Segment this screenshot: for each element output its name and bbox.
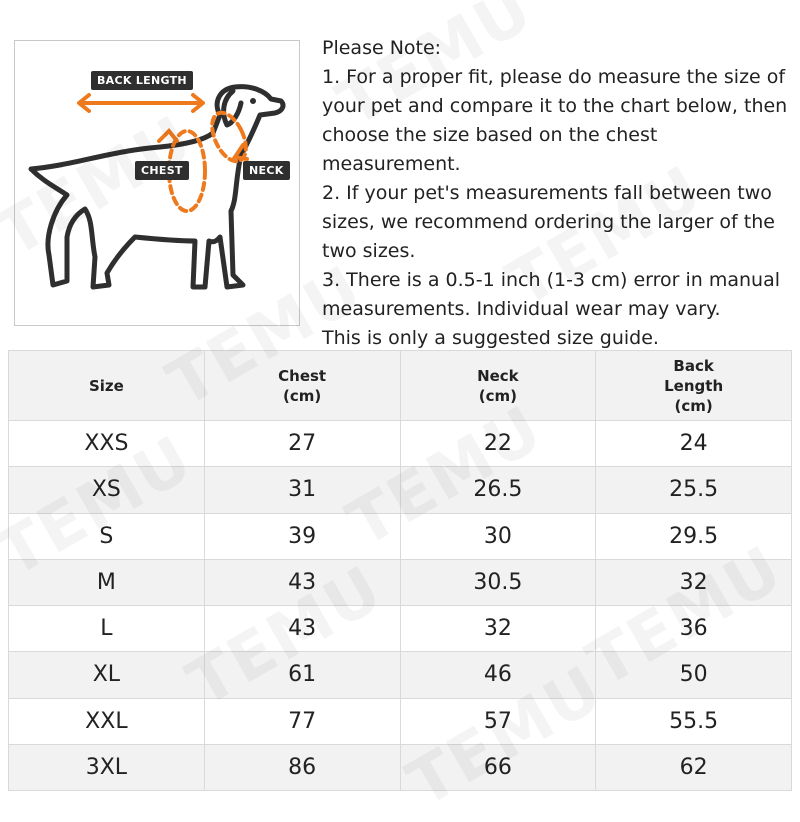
cell-neck: 26.5 <box>400 467 596 513</box>
cell-chest: 43 <box>204 559 400 605</box>
header-back-length: Back Length (cm) <box>596 351 792 421</box>
cell-back-length: 50 <box>596 652 792 698</box>
dog-outline <box>31 87 283 287</box>
cell-neck: 30.5 <box>400 559 596 605</box>
table-row <box>9 467 792 513</box>
cell-neck: 57 <box>400 698 596 744</box>
header-size: Size <box>9 351 205 421</box>
cell-chest: 27 <box>204 421 400 467</box>
cell-size: XL <box>9 652 205 698</box>
chest-label: CHEST <box>135 161 189 180</box>
cell-chest: 86 <box>204 744 400 790</box>
size-note <box>322 34 794 353</box>
dog-eye <box>250 98 256 104</box>
neck-measure-loop <box>205 108 252 167</box>
back-length-arrow <box>79 95 203 111</box>
neck-label: NECK <box>243 161 290 180</box>
note-heading: Please Note: <box>322 37 442 59</box>
table-header-row <box>9 351 792 421</box>
header-neck: Neck (cm) <box>400 351 596 421</box>
table-row <box>9 559 792 605</box>
table-row <box>9 744 792 790</box>
cell-chest: 77 <box>204 698 400 744</box>
cell-back-length: 62 <box>596 744 792 790</box>
note-item-1: 1. For a proper fit, please do measure the size of your pet and compare it to the chart below, then choose the size based on the chest measurement. <box>322 66 788 175</box>
table-row <box>9 652 792 698</box>
cell-size: M <box>9 559 205 605</box>
cell-neck: 66 <box>400 744 596 790</box>
table-row <box>9 606 792 652</box>
cell-back-length: 25.5 <box>596 467 792 513</box>
cell-size: XS <box>9 467 205 513</box>
cell-neck: 30 <box>400 513 596 559</box>
cell-size: XXL <box>9 698 205 744</box>
cell-back-length: 36 <box>596 606 792 652</box>
table-row <box>9 698 792 744</box>
note-item-2: 2. If your pet's measurements fall between two sizes, we recommend ordering the larger of the two sizes. <box>322 182 775 262</box>
cell-size: 3XL <box>9 744 205 790</box>
table-row <box>9 513 792 559</box>
cell-size: L <box>9 606 205 652</box>
cell-back-length: 55.5 <box>596 698 792 744</box>
cell-chest: 39 <box>204 513 400 559</box>
cell-size: XXS <box>9 421 205 467</box>
cell-chest: 31 <box>204 467 400 513</box>
cell-neck: 46 <box>400 652 596 698</box>
header-chest: Chest (cm) <box>204 351 400 421</box>
back-length-label: BACK LENGTH <box>91 71 193 90</box>
table-row <box>9 421 792 467</box>
cell-back-length: 32 <box>596 559 792 605</box>
measurement-figure <box>14 40 300 326</box>
cell-back-length: 29.5 <box>596 513 792 559</box>
note-item-3: 3. There is a 0.5-1 inch (1-3 cm) error in manual measurements. Individual wear may vary. <box>322 269 781 320</box>
cell-back-length: 24 <box>596 421 792 467</box>
note-disclaimer: This is only a suggested size guide. <box>322 327 659 349</box>
cell-neck: 22 <box>400 421 596 467</box>
cell-chest: 61 <box>204 652 400 698</box>
cell-neck: 32 <box>400 606 596 652</box>
cell-chest: 43 <box>204 606 400 652</box>
cell-size: S <box>9 513 205 559</box>
size-chart-table <box>8 350 792 791</box>
